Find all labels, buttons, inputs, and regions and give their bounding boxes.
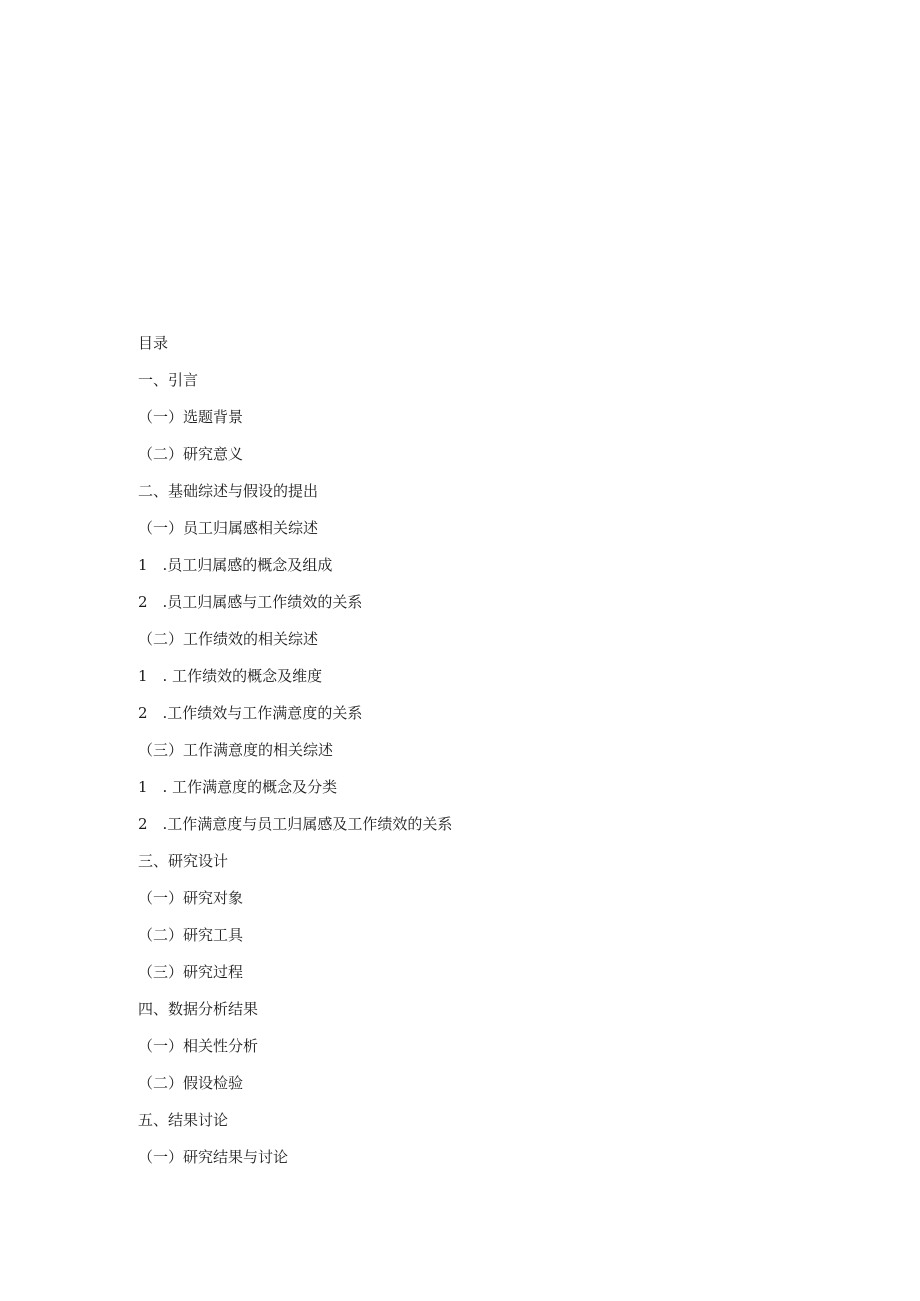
toc-item: 一、引言: [138, 371, 199, 389]
toc-item: （三）工作满意度的相关综述: [138, 741, 334, 759]
toc-item: 三、研究设计: [138, 852, 229, 870]
toc-title: 目录: [138, 334, 169, 352]
toc-item: （一）员工归属感相关综述: [138, 519, 319, 537]
table-of-contents: [138, 331, 738, 1182]
toc-item: 2 .工作绩效与工作满意度的关系: [138, 704, 363, 722]
toc-item: （一）研究结果与讨论: [138, 1148, 289, 1166]
toc-item: 1 .员工归属感的概念及组成: [138, 556, 333, 574]
toc-item: （一）研究对象: [138, 889, 244, 907]
toc-item: 二、基础综述与假设的提出: [138, 482, 319, 500]
toc-item: 1 . 工作满意度的概念及分类: [138, 778, 338, 796]
toc-item: （二）研究工具: [138, 926, 244, 944]
toc-item: 1 . 工作绩效的概念及维度: [138, 667, 323, 685]
toc-item: 五、结果讨论: [138, 1111, 229, 1129]
toc-item: （一）选题背景: [138, 408, 244, 426]
toc-item: （二）假设检验: [138, 1074, 244, 1092]
toc-item: 2 .员工归属感与工作绩效的关系: [138, 593, 363, 611]
toc-item: （三）研究过程: [138, 963, 244, 981]
toc-item: 四、数据分析结果: [138, 1000, 259, 1018]
toc-item: 2 .工作满意度与员工归属感及工作绩效的关系: [138, 815, 453, 833]
toc-item: （二）研究意义: [138, 445, 244, 463]
toc-item: （二）工作绩效的相关综述: [138, 630, 319, 648]
toc-item: （一）相关性分析: [138, 1037, 259, 1055]
